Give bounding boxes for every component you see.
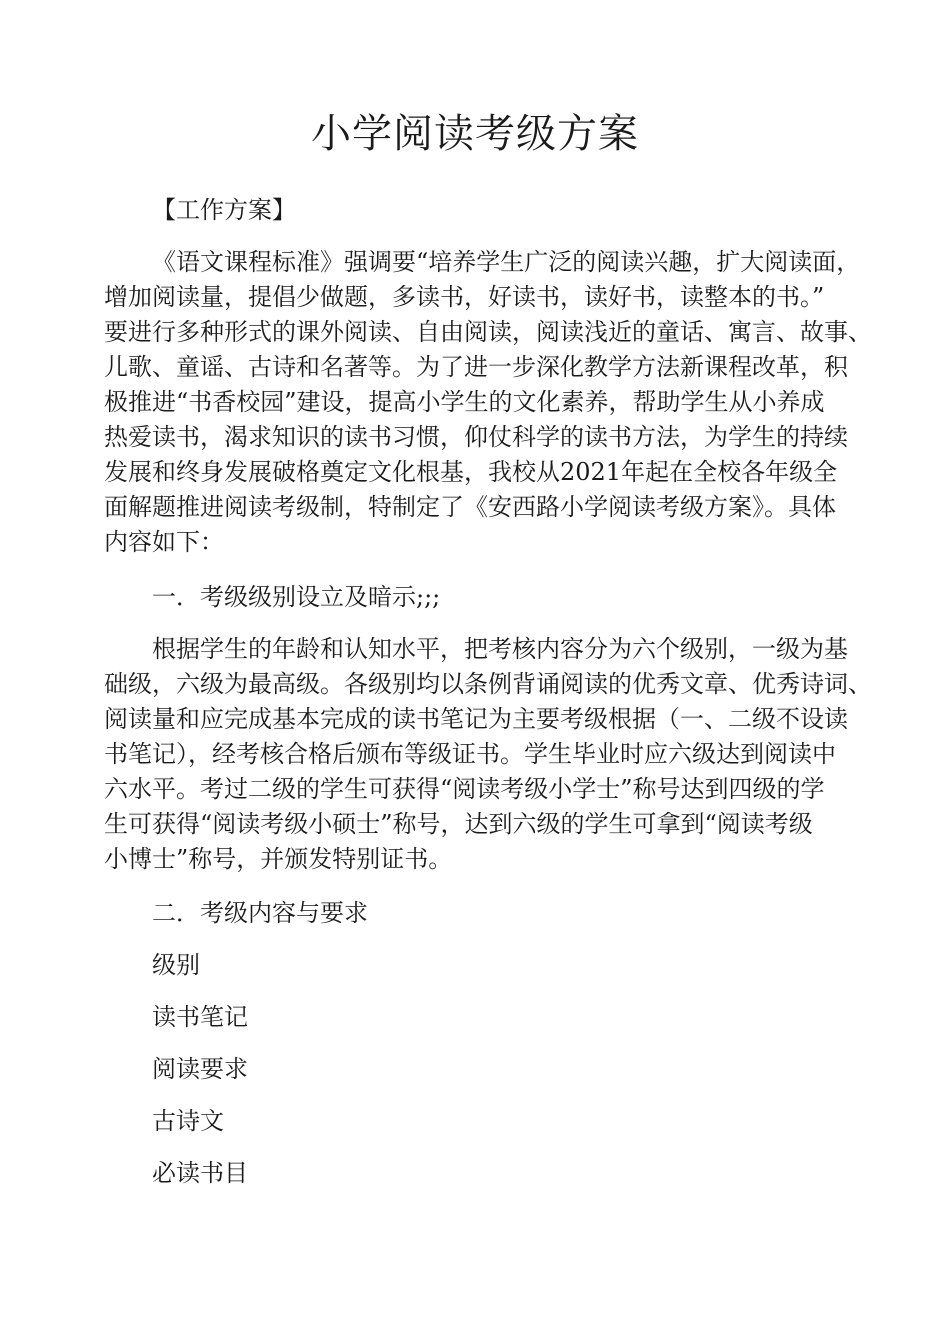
intro-line: 《语文课程标准》强调要“培养学生广泛的阅读兴趣，扩大阅读面， [152,248,861,276]
table-header-level: 级别 [152,951,200,979]
intro-line: 内容如下： [104,528,224,556]
intro-line: 发展和终身发展破格奠定文化根基，我校从2021年起在全校各年级全 [104,458,838,486]
section-1-line: 六水平。考过二级的学生可获得“阅读考级小学士”称号达到四级的学 [104,775,825,803]
table-header-poetry: 古诗文 [152,1107,224,1135]
intro-line: 要进行多种形式的课外阅读、自由阅读，阅读浅近的童话、寓言、故事、 [104,318,872,346]
section-1-line: 础级，六级为最高级。各级别均以条例背诵阅读的优秀文章、优秀诗词、 [104,670,872,698]
section-1-line: 书笔记），经考核合格后颁布等级证书。学生毕业时应六级达到阅读中 [104,740,836,768]
document-title: 小学阅读考级方案 [311,111,639,157]
intro-line: 热爱读书，渴求知识的读书习惯，仰仗科学的读书方法，为学生的持续 [104,423,848,451]
section-1-line: 阅读量和应完成基本完成的读书笔记为主要考级根据（一、二级不设读 [104,705,848,733]
section-heading-2: 二．考级内容与要求 [152,899,368,927]
intro-line: 儿歌、童谣、古诗和名著等。为了进一步深化教学方法新课程改革，积 [104,353,848,381]
section-heading-1: 一．考级级别设立及暗示;;; [152,583,441,611]
section-1-line: 小博士”称号，并颁发特别证书。 [104,845,453,873]
table-header-reading: 阅读要求 [152,1055,248,1083]
section-tag: 【工作方案】 [152,196,296,224]
intro-line: 增加阅读量，提倡少做题，多读书，好读书，读好书，读整本的书。” [104,283,825,311]
section-1-line: 根据学生的年龄和认知水平，把考核内容分为六个级别，一级为基 [152,635,848,663]
intro-line: 极推进“书香校园”建设，提高小学生的文化素养，帮助学生从小养成 [104,388,825,416]
table-header-notes: 读书笔记 [152,1003,248,1031]
table-header-books: 必读书目 [152,1159,248,1187]
section-1-line: 生可获得“阅读考级小硕士”称号，达到六级的学生可拿到“阅读考级 [104,810,813,838]
intro-line: 面解题推进阅读考级制，特制定了《安西路小学阅读考级方案》。具体 [104,493,836,521]
